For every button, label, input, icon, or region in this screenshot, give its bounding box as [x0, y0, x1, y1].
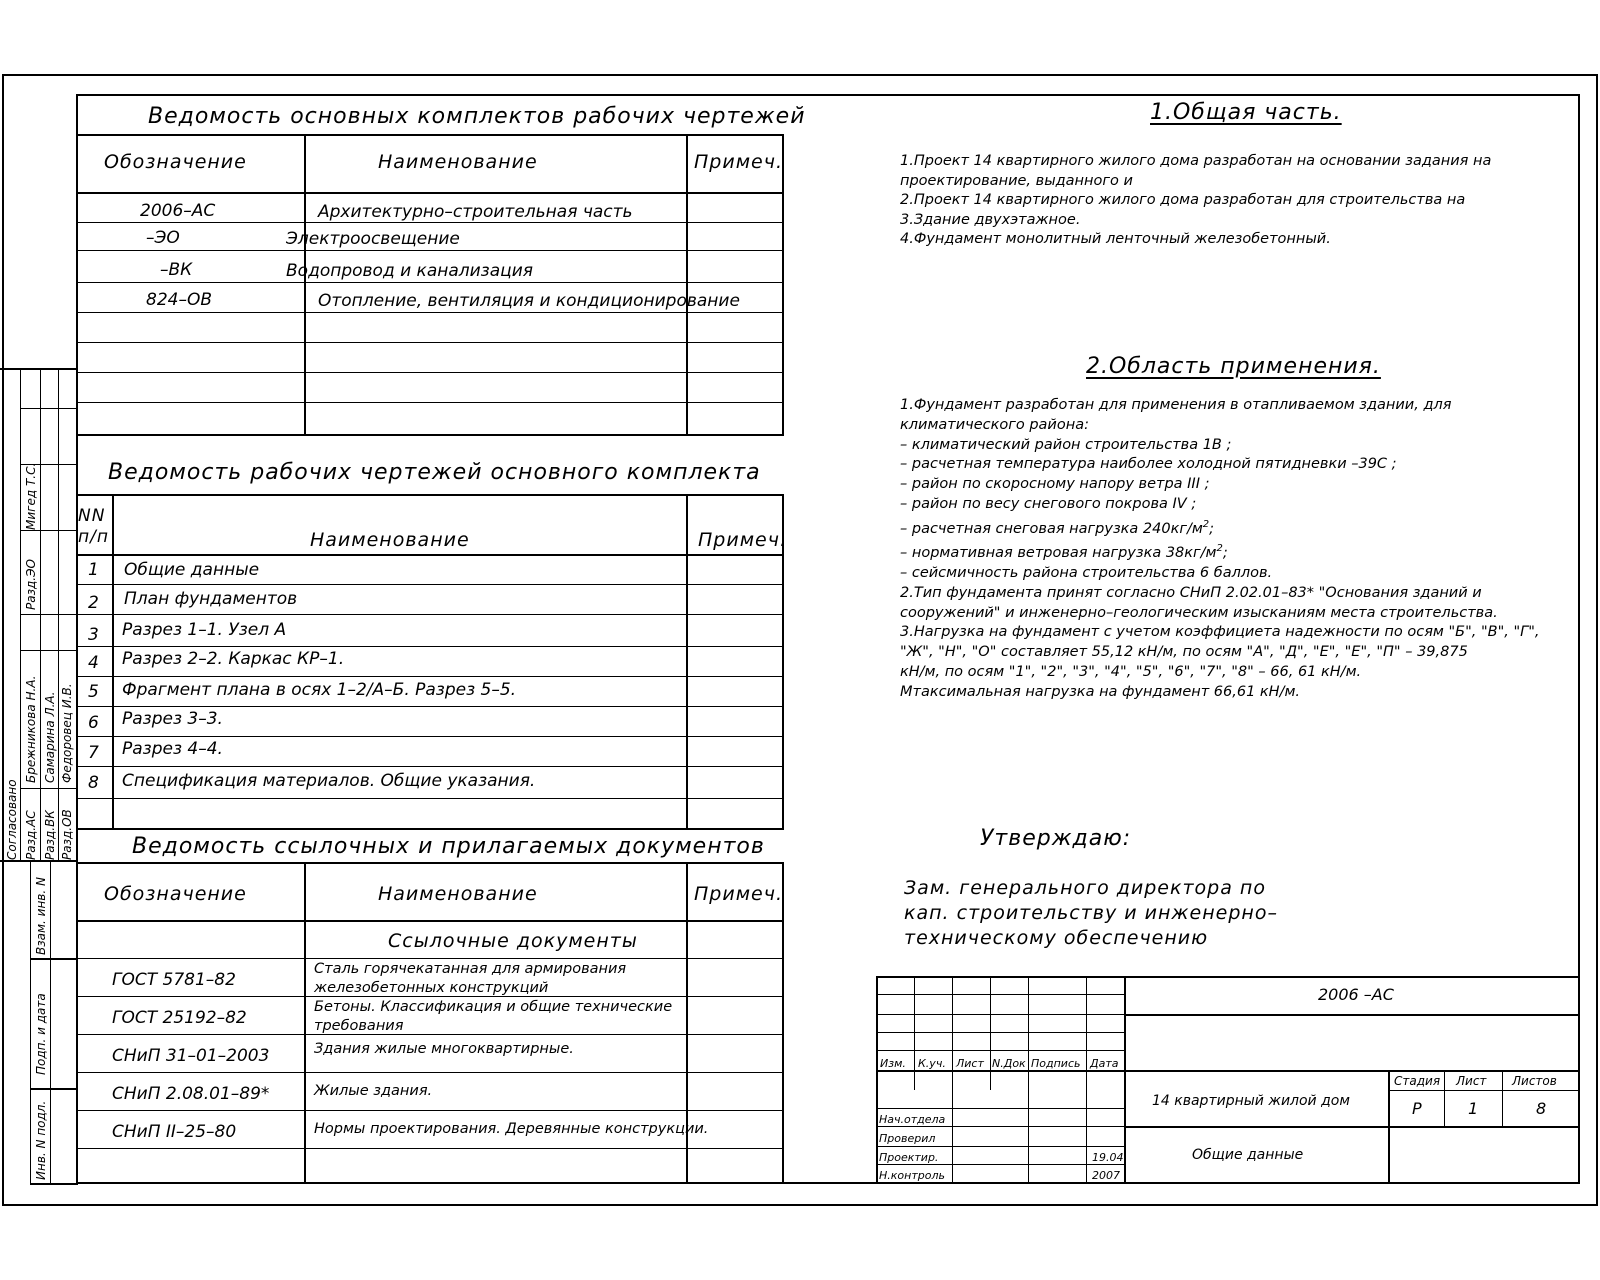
- section2-line: – район по скоросному напору ветра III ;: [900, 476, 1210, 493]
- table2-row-num: 5: [88, 682, 99, 702]
- section2-line: кН/м, по осям "1", "2", "3", "4", "5", "6", "7", "8" – 66, 61 кН/м.: [900, 664, 1362, 681]
- section2-line: 2.Тип фундамента принят согласно СНиП 2.02.01–83* "Основания зданий и: [900, 584, 1482, 601]
- section2-heading: 2.Область применения.: [1086, 354, 1381, 379]
- stamp-col-kuch: К.уч.: [918, 1057, 946, 1070]
- side-razd-as: Разд.АС: [24, 810, 38, 860]
- approval-line: Зам. генерального директора по: [904, 877, 1266, 899]
- table2-row-name: План фундаментов: [124, 589, 298, 609]
- table1-header-code: Обозначение: [104, 151, 247, 173]
- section2-line: – район по весу снегового покрова IV ;: [900, 495, 1197, 512]
- section1-line: 4.Фундамент монолитный ленточный железобетонный.: [900, 231, 1331, 247]
- table2-header-nn: NN п/п: [78, 506, 109, 548]
- side-razd-eo: Разд.ЭО: [24, 559, 38, 610]
- stamp-stage: Р: [1412, 1099, 1422, 1118]
- table1-header-note: Примеч.: [694, 151, 783, 173]
- table3-row-code: СНиП II–25–80: [112, 1122, 237, 1142]
- table3-subheader: Ссылочные документы: [388, 930, 638, 952]
- stamp-sheet: 1: [1468, 1099, 1479, 1118]
- table3-row-code: СНиП 31–01–2003: [112, 1046, 270, 1066]
- side-name-vk: Самарина Л.А.: [43, 691, 57, 783]
- section2-line: 3.Нагрузка на фундамент с учетом коэффициета надежности по осям "Б", "В", "Г",: [900, 624, 1540, 641]
- stamp-role-checked: Проверил: [879, 1132, 936, 1145]
- stamp-date-2: 2007: [1092, 1169, 1120, 1182]
- stamp-code: 2006 –АС: [1318, 985, 1394, 1004]
- side-name-eo: Мигед Т.С.: [24, 462, 38, 530]
- table2-row-num: 6: [88, 713, 99, 733]
- stamp-sheets-label: Листов: [1512, 1074, 1557, 1088]
- approval-heading: Утверждаю:: [980, 826, 1132, 851]
- section2-line: 1.Фундамент разработан для применения в отапливаемом здании, для: [900, 397, 1452, 413]
- table1-row-code: –ЭО: [146, 228, 180, 248]
- section2-line-snow: – расчетная снеговая нагрузка $240кг/м^2$;: [900, 518, 1215, 537]
- table2-header-name: Наименование: [310, 529, 470, 551]
- section1-line: проектирование, выданного и: [900, 172, 1133, 189]
- section2-line: Мтаксимальная нагрузка на фундамент 66,61 кН/м.: [900, 683, 1301, 700]
- section2-line: – сейсмичность района строительства 6 баллов.: [900, 565, 1273, 582]
- table3-row-name-cont: требования: [314, 1018, 404, 1034]
- table1-row-code: 824–ОВ: [146, 290, 212, 310]
- stamp-col-izm: Изм.: [880, 1057, 906, 1070]
- outer-border-top: [2, 74, 1598, 76]
- table1-grid: [76, 134, 784, 436]
- table2-row-name: Фрагмент плана в осях 1–2/А–Б. Разрез 5–5.: [122, 680, 517, 700]
- table1-row-code: 2006–АС: [140, 201, 216, 221]
- section2-line: сооружений" и инженерно–геологическим изысканиям места строительства.: [900, 604, 1498, 621]
- table3-row-name: Сталь горячекатанная для армирования: [314, 961, 627, 977]
- section1-text: [900, 152, 1491, 250]
- table3-header-name: Наименование: [378, 883, 538, 905]
- table3-row-code: СНиП 2.08.01–89*: [112, 1084, 270, 1104]
- approval-text: [904, 876, 1278, 951]
- table2-row-name: Общие данные: [124, 560, 260, 580]
- table3-row-code: ГОСТ 5781–82: [112, 970, 236, 990]
- table1-row-code: –ВК: [160, 260, 193, 280]
- side-name-as: Брежникова Н.А.: [24, 675, 38, 783]
- section2-line: – климатический район строительства 1В ;: [900, 436, 1232, 453]
- stamp-stage-label: Стадия: [1394, 1074, 1441, 1088]
- stamp-object: 14 квартирный жилой дом: [1152, 1093, 1350, 1109]
- section1-heading: 1.Общая часть.: [1150, 100, 1342, 125]
- table1-row-name: Архитектурно–строительная часть: [318, 202, 633, 222]
- approval-line: кап. строительству и инженерно–: [904, 902, 1278, 924]
- stamp-sheet-name: Общие данные: [1192, 1147, 1304, 1163]
- outer-border-right: [1596, 74, 1598, 1206]
- table2-row-num: 3: [88, 625, 99, 645]
- stamp-col-data: Дата: [1090, 1057, 1119, 1070]
- table3-header-code: Обозначение: [104, 883, 247, 905]
- side-razd-vk: Разд.ВК: [43, 810, 57, 860]
- section2-text: [900, 396, 1540, 703]
- table2-row-num: 4: [88, 653, 99, 673]
- table2-row-num: 7: [88, 743, 99, 763]
- stamp-col-ndok: N.Док: [992, 1057, 1026, 1070]
- table2-row-num: 2: [88, 593, 99, 613]
- table3-header-note: Примеч.: [694, 883, 783, 905]
- side-razd-ov: Разд.ОВ: [60, 809, 74, 860]
- side-agreed-label: Согласовано: [5, 779, 19, 860]
- table3-row-name: Здания жилые многоквартирные.: [314, 1041, 574, 1057]
- stamp-col-list: Лист: [956, 1057, 984, 1070]
- stamp-role-control: Н.контроль: [879, 1169, 945, 1182]
- side-vzam-label: Взам. инв. N: [34, 877, 48, 955]
- side-podp-label: Подп. и дата: [34, 993, 48, 1075]
- table2-row-num: 1: [88, 560, 99, 580]
- table2-title: Ведомость рабочих чертежей основного комплекта: [108, 460, 761, 485]
- stamp-role-designer: Проектир.: [879, 1151, 939, 1164]
- table3-row-name-cont: железобетонных конструкций: [314, 980, 549, 996]
- section2-line: "Ж", "Н", "О" составляет 55,12 кН/м, по осям "А", "Д", "Е", "Е", "П" – 39,875: [900, 644, 1468, 661]
- side-name-ov: Федоровец И.В.: [60, 683, 74, 783]
- table1-row-name: Водопровод и канализация: [286, 261, 533, 281]
- section1-line: 1.Проект 14 квартирного жилого дома разработан на основании задания на: [900, 153, 1492, 169]
- stamp-date-1: 19.04: [1092, 1151, 1124, 1164]
- table1-row-name: Электроосвещение: [286, 229, 460, 249]
- stamp-role-head: Нач.отдела: [879, 1113, 946, 1126]
- stamp-col-podpis: Подпись: [1031, 1057, 1081, 1070]
- table2-row-name: Спецификация материалов. Общие указания.: [122, 771, 536, 791]
- table1-title: Ведомость основных комплектов рабочих чертежей: [148, 104, 806, 129]
- table1-row-name: Отопление, вентиляция и кондиционирование: [318, 291, 740, 311]
- table2-row-name: Разрез 4–4.: [122, 739, 223, 759]
- section2-line: – расчетная температура наиболее холодной пятидневки –39С ;: [900, 456, 1397, 473]
- table2-header-note: Примеч.: [698, 529, 787, 551]
- table3-row-name: Нормы проектирования. Деревянные конструкции.: [314, 1121, 709, 1137]
- table3-row-code: ГОСТ 25192–82: [112, 1008, 247, 1028]
- table2-row-name: Разрез 2–2. Каркас КР–1.: [122, 649, 345, 669]
- table3-row-name: Жилые здания.: [314, 1083, 433, 1099]
- stamp-sheet-label: Лист: [1456, 1074, 1487, 1088]
- table3-title: Ведомость ссылочных и прилагаемых документов: [132, 834, 765, 859]
- table2-row-name: Разрез 3–3.: [122, 709, 223, 729]
- section1-line: 2.Проект 14 квартирного жилого дома разработан для строительства на: [900, 192, 1466, 208]
- table3-row-name: Бетоны. Классификация и общие технические: [314, 999, 673, 1015]
- table2-row-num: 8: [88, 773, 99, 793]
- table1-header-name: Наименование: [378, 151, 538, 173]
- outer-border-bottom: [2, 1204, 1598, 1206]
- approval-line: техническому обеспечению: [904, 927, 1209, 949]
- side-inv-label: Инв. N подл.: [34, 1100, 48, 1180]
- section1-line: 3.Здание двухэтажное.: [900, 211, 1081, 228]
- table2-row-name: Разрез 1–1. Узел А: [122, 620, 287, 640]
- section2-line-wind: – нормативная ветровая нагрузка $38кг/м^2$;: [900, 543, 1228, 562]
- section2-line: климатического района:: [900, 416, 1089, 433]
- stamp-sheets: 8: [1536, 1099, 1547, 1118]
